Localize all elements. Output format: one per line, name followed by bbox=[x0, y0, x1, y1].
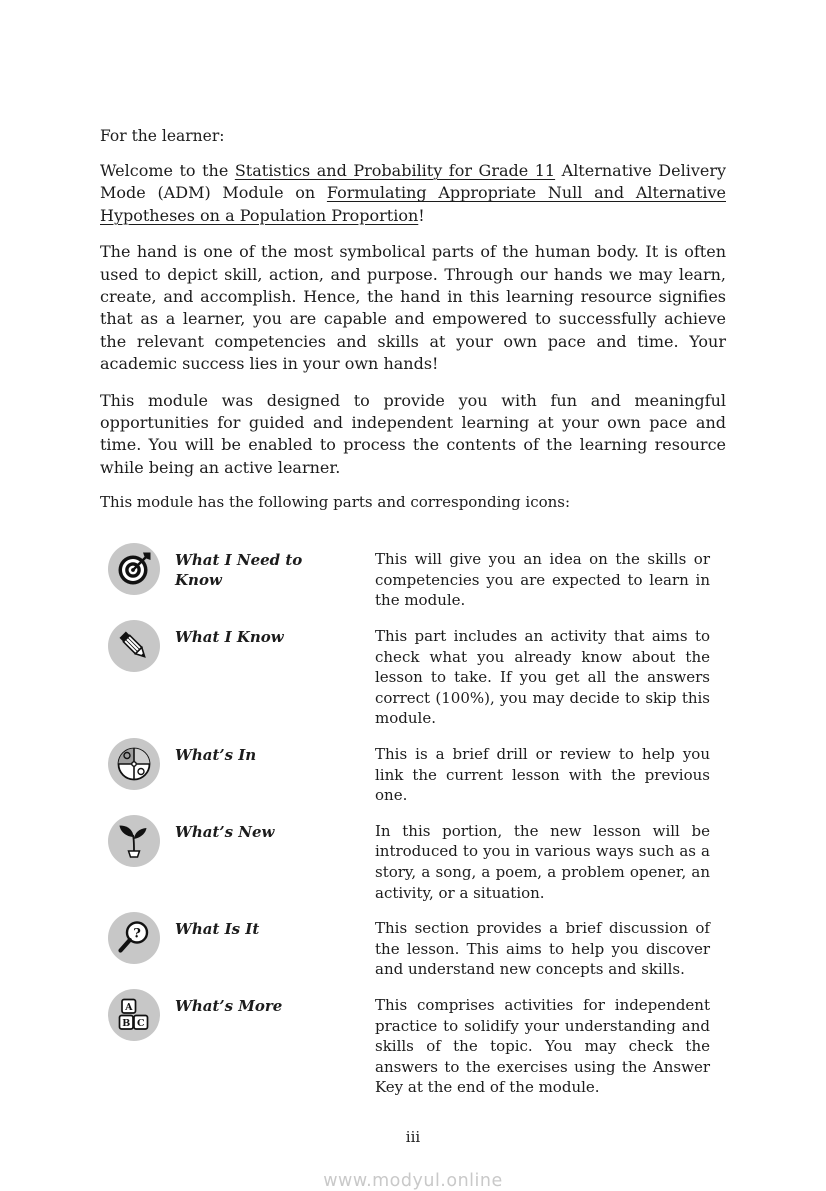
watermark: www.modyul.online bbox=[323, 1170, 503, 1191]
module-title-underlined: Formulating Appropriate Null and Alternative Hypotheses on a Population Proportion bbox=[100, 183, 726, 225]
part-description: This is a brief drill or review to help you link the current lesson with the previous one. bbox=[375, 745, 710, 805]
part-description: This part includes an activity that aims to check what you already know about the lesson to take. If you get all the answers correct (100%), you may decide to skip this module. bbox=[375, 627, 710, 728]
page-number: iii bbox=[405, 1127, 421, 1146]
welcome-post: ! bbox=[418, 205, 425, 225]
svg-text:C: C bbox=[137, 1017, 145, 1029]
part-label: What I Know bbox=[175, 628, 284, 647]
module-design-paragraph: This module was designed to provide you with fun and meaningful opportunities for guided and independent learning at your own pace and time. You will be enabled to process the contents of the learning resource while being an active learner. bbox=[100, 390, 726, 477]
svg-text:B: B bbox=[122, 1017, 131, 1029]
part-row-what-i-need-to-know bbox=[108, 543, 726, 611]
part-description: This comprises activities for independent practice to solidify your understanding and skills of the topic. You may check the answers to the exercises using the Answer Key at the end of the module. bbox=[375, 995, 710, 1097]
part-label: What Is It bbox=[175, 920, 260, 939]
module-parts-list bbox=[100, 543, 726, 1098]
welcome-mid: Alternative Delivery Mode (ADM) Module on bbox=[100, 161, 727, 203]
abc-blocks-icon bbox=[108, 989, 160, 1041]
module-subject-underlined: Statistics and Probability for Grade 11 bbox=[234, 161, 556, 180]
part-description: This section provides a brief discussion of the lesson. This aims to help you discover and understand new concepts and skills. bbox=[375, 919, 710, 979]
pencil-icon bbox=[108, 620, 160, 672]
part-row-whats-new bbox=[108, 815, 726, 903]
part-row-what-is-it bbox=[108, 912, 726, 980]
hand-paragraph: The hand is one of the most symbolical parts of the human body. It is often used to depict skill, action, and purpose. Through our hands we may learn, create, and accomplish. Hence, the hand in this learning resource signifies that as a learner, you are capable and empowered to successfully achieve the relevant competencies and skills at your own pace and time. Your academic success lies in your own hands! bbox=[100, 242, 726, 374]
svg-text:?: ? bbox=[133, 926, 141, 942]
parts-intro: This module has the following parts and corresponding icons: bbox=[100, 493, 571, 512]
part-label: What’s In bbox=[175, 746, 257, 765]
part-label: What’s More bbox=[175, 996, 283, 1015]
part-description: In this portion, the new lesson will be introduced to you in various ways such as a story, a song, a poem, a problem opener, an activity, or a situation. bbox=[375, 821, 710, 902]
puzzle-icon bbox=[108, 738, 160, 790]
part-label: What’s New bbox=[175, 822, 275, 841]
part-row-what-i-know bbox=[108, 620, 726, 729]
part-description: This will give you an idea on the skills or competencies you are expected to learn in the module. bbox=[375, 550, 710, 610]
part-row-whats-in bbox=[108, 738, 726, 806]
plant-icon bbox=[108, 815, 160, 867]
welcome-pre: Welcome to the bbox=[100, 161, 235, 180]
magnifier-question-icon bbox=[108, 912, 160, 964]
welcome-paragraph bbox=[100, 160, 726, 227]
part-row-whats-more bbox=[108, 989, 726, 1098]
svg-text:A: A bbox=[125, 1001, 133, 1013]
target-icon bbox=[108, 543, 160, 595]
part-label: What I Need to Know bbox=[175, 551, 303, 589]
for-learner-heading: For the learner: bbox=[100, 127, 225, 145]
